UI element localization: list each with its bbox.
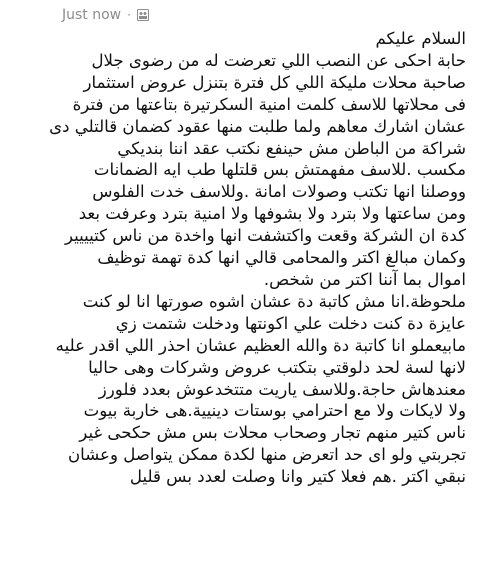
meta-separator: ·: [127, 8, 131, 22]
post-line: ناس كتير منهم تجار وصحاب محلات بس مش حكحى غير: [79, 423, 466, 443]
post-line: فى محلاتها للاسف كلمت امنية السكرتيرة بتاعتها من فترة: [72, 94, 466, 114]
friends-privacy-icon[interactable]: [137, 9, 149, 21]
post-body: [14, 28, 466, 488]
post-line: ووصلنا انها تكتب وصولات امانة .وللاسف خدت الفلوس: [92, 182, 466, 202]
post-line: ولا لايكات ولا مع احترامي بوستات دينيية.هى خاربة بيوت: [83, 401, 466, 421]
post-line: عايزة دة كنت دخلت علي اكونتها ودخلت شتمت زي: [115, 313, 466, 333]
post-line: السلام عليكم: [375, 29, 466, 48]
post-line: اموال بما آننا اكتر من شخص.: [263, 269, 466, 289]
post-line: عشان اشارك معاهم ولما طلبت منها عقود كضمان قالتلي دى: [49, 116, 466, 136]
post-line: لانها لسة لحد دلوقتي بتكتب عروض وشركات وهى حاليا: [88, 357, 466, 377]
post-line: ومن ساعتها ولا بترد ولا بشوفها ولا امنية بترد وعرفت بعد: [78, 204, 466, 224]
post-line: تجربتي ولو اى حد اتعرض منها لكدة ممكن يتواصل وعشان: [68, 445, 466, 465]
post-line: حابة احكى عن النصب اللي تعرضت له من رضوى جلال: [91, 50, 466, 70]
post-meta: [14, 4, 466, 26]
post-line: معندهاش حاجة.وللاسف ياريت متتخدعوش بعدد فلورز: [98, 379, 466, 399]
post-timestamp[interactable]: Just now: [62, 7, 122, 23]
post-line: وكمان مبالغ اكتر والمحامى قالي انها كدة تهمة توظيف: [97, 248, 466, 268]
post-line: مكسب .للاسف مفهمتش بس قلتلها طب ايه الضمانات: [93, 160, 466, 180]
post-line: كدة ان الشركة وقعت واكتشفت انها واخدة من ناس كتيييير: [64, 226, 466, 246]
post-line: شراكة من الباطن مش حينفع نكتب عقد اننا بنديكي: [117, 138, 466, 158]
post-line: نبقي اكتر .هم فعلا كتير وانا وصلت لعدد بس قليل: [129, 467, 466, 487]
post-line: صاحبة محلات مليكة اللي كل فترة بتنزل عروض استثمار: [83, 72, 466, 92]
post-line: ملحوظة.انا مش كاتبة دة عشان اشوه صورتها انا لو كنت: [82, 291, 466, 311]
post-line: مابيعملو انا كاتبة دة والله العظيم عشان احذر اللي اقدر عليه: [55, 335, 466, 355]
